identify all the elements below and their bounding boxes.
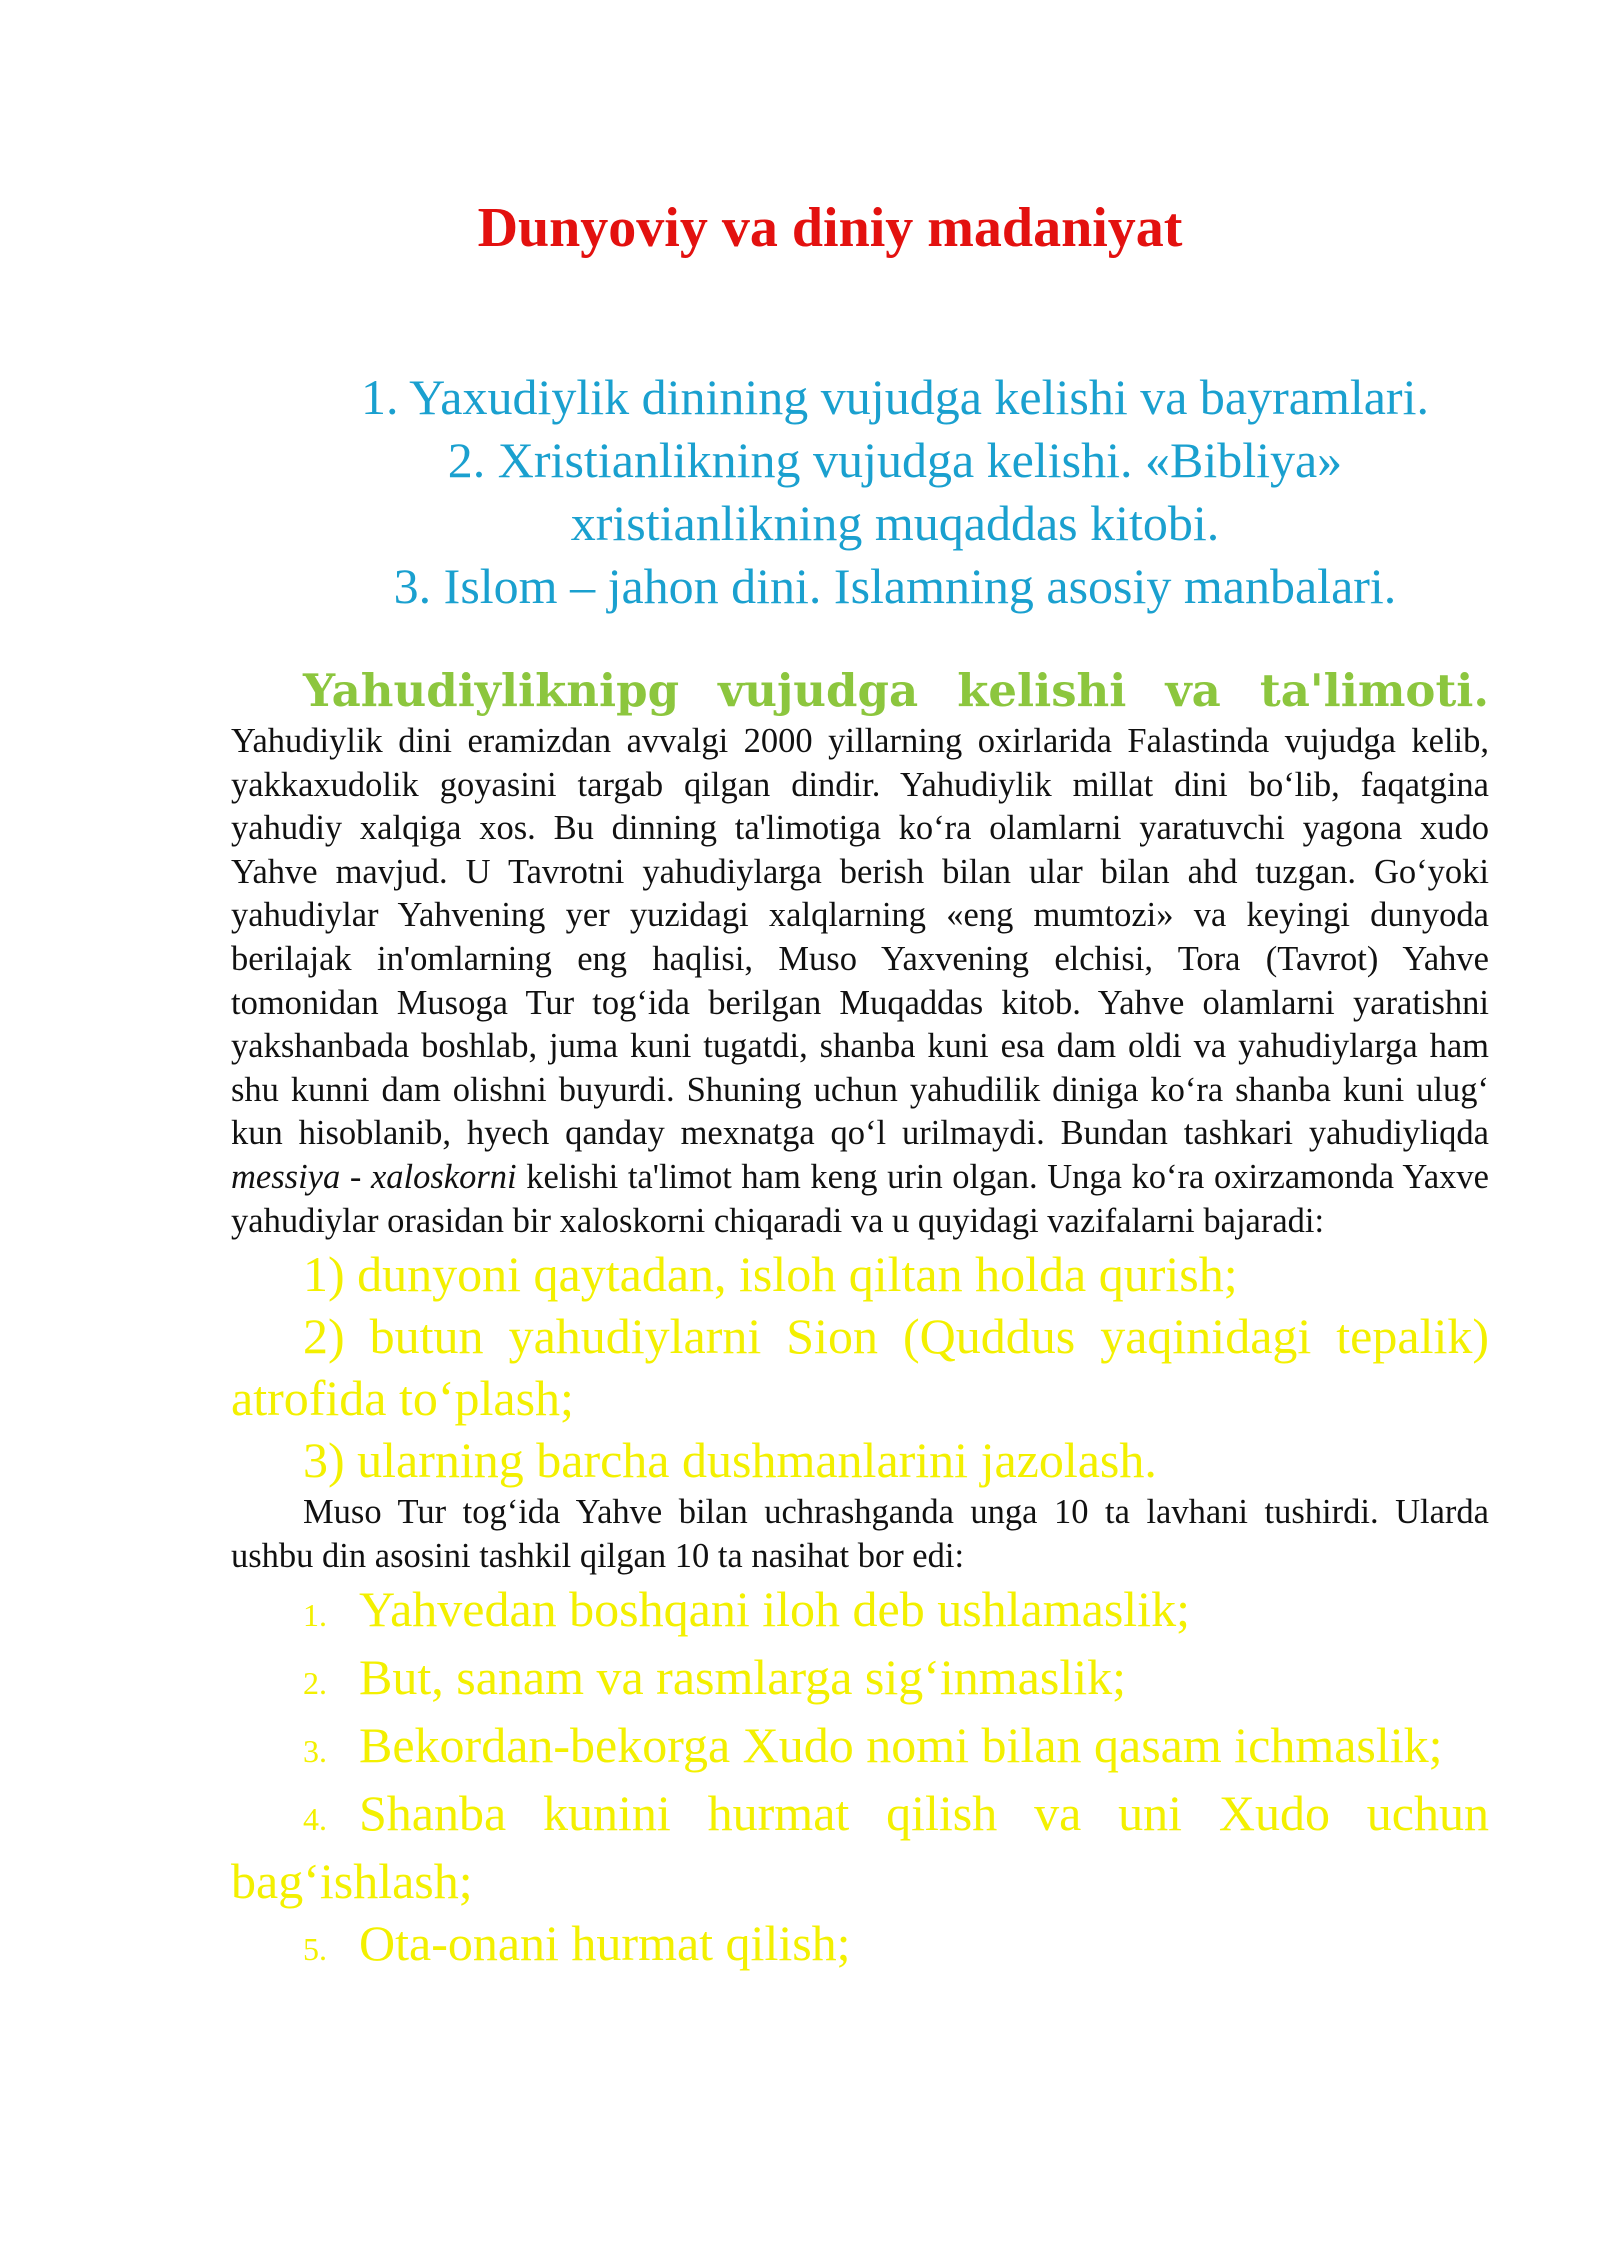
task-item: 3) ularning barcha dushmanlarini jazolash. bbox=[303, 1432, 1157, 1489]
commandment-item bbox=[231, 1912, 1489, 1980]
heading-word: va bbox=[1165, 664, 1221, 717]
list-number: 4. bbox=[303, 1801, 327, 1838]
list-text: But, sanam va rasmlarga sig‘inmaslik; bbox=[359, 1649, 1126, 1706]
commandment-item bbox=[231, 1714, 1489, 1782]
commandments-intro-paragraph: Muso Tur tog‘ida Yahve bilan uchrashganda unga 10 ta lavhani tushirdi. Ularda ushbu din asosini tashkil qilgan 10 ta nasihat bor edi: bbox=[231, 1493, 1489, 1575]
paragraph-text: Yahudiylik dini eramizdan avvalgi 2000 yillarning oxirlarida Falastinda vujudga kelib, yakkaxudolik goyasini targab qilgan dindir. Yahudiylik millat dini bo‘lib, faqatgina yahudiy xalqiga xos. Bu dinning ta'limotiga ko‘ra olamlarni yaratuvchi yagona xudo Yahve mavjud. U Tavrotni yahudiylarga berish bilan ular bilan ahd tuzgan. Go‘yoki yahudiylar Yahvening yer yuzidagi xalqlarning «eng mumtozi» va keyingi dunyoda berilajak in'omlarning eng haqlisi, Muso Yaxvening elchisi, Tora (Tavrot) Yahve tomonidan Musoga Tur tog‘ida berilgan Muqaddas kitob. Yahve olamlarni yaratishni yakshanbada boshlab, juma kuni tugatdi, shanba kuni esa dam oldi va yahudiylarga ham shu kunni dam olishni buyurdi. Shuning uchun yahudilik diniga ko‘ra shanba kuni ulug‘ kun hisoblanib, hyech qanday mexnatga qo‘l urilmaydi. Bundan tashkari yahudiyliqda bbox=[231, 722, 1489, 1153]
heading-word: vujudga bbox=[718, 664, 919, 717]
commandment-item bbox=[231, 1782, 1489, 1912]
table-of-contents bbox=[300, 366, 1490, 618]
list-number: 1. bbox=[303, 1597, 327, 1634]
list-number: 2. bbox=[303, 1665, 327, 1702]
commandment-item bbox=[231, 1578, 1489, 1646]
main-content bbox=[231, 662, 1489, 1980]
italic-term: messiya - xaloskorni bbox=[231, 1157, 517, 1196]
toc-item: 1. Yaxudiylik dinining vujudga kelishi va bayramlari. bbox=[361, 369, 1429, 425]
list-text: Bekordan-bekorga Xudo nomi bilan qasam ichmaslik; bbox=[359, 1717, 1443, 1774]
heading-word: Yahudiyliknipg bbox=[303, 664, 680, 717]
list-text: Shanba kunini hurmat qilish va uni Xudo uchun bag‘ishlash; bbox=[231, 1785, 1489, 1910]
task-item: 2) butun yahudiylarni Sion (Quddus yaqinidagi tepalik) atrofida to‘plash; bbox=[231, 1308, 1489, 1427]
task-item: 1) dunyoni qaytadan, isloh qiltan holda qurish; bbox=[303, 1246, 1238, 1303]
list-text: Yahvedan boshqani iloh deb ushlamaslik; bbox=[359, 1581, 1190, 1638]
page-title: Dunyoviy va diniy madaniyat bbox=[477, 197, 1183, 259]
toc-item: 2. Xristianlikning vujudga kelishi. «Bibliya» xristianlikning muqaddas kitobi. bbox=[447, 432, 1343, 551]
heading-word: ta'limoti. bbox=[1259, 664, 1489, 717]
intro-paragraph bbox=[231, 720, 1489, 1243]
commandment-item bbox=[231, 1646, 1489, 1714]
toc-item: 3. Islom – jahon dini. Islamning asosiy manbalari. bbox=[393, 558, 1397, 614]
list-text: Ota-onani hurmat qilish; bbox=[359, 1915, 851, 1972]
paragraph-text: kelishi ta'limot ham keng urin olgan. Unga ko‘ra oxirzamonda Yaxve yahudiylar orasidan bir xaloskorni chiqaradi va u quyidagi vazifalarni bajaradi: bbox=[231, 1157, 1489, 1240]
heading-word: kelishi bbox=[957, 664, 1127, 717]
section-heading bbox=[231, 662, 1489, 720]
list-number: 5. bbox=[303, 1931, 327, 1968]
commandments-list bbox=[231, 1578, 1489, 1980]
list-number: 3. bbox=[303, 1733, 327, 1770]
